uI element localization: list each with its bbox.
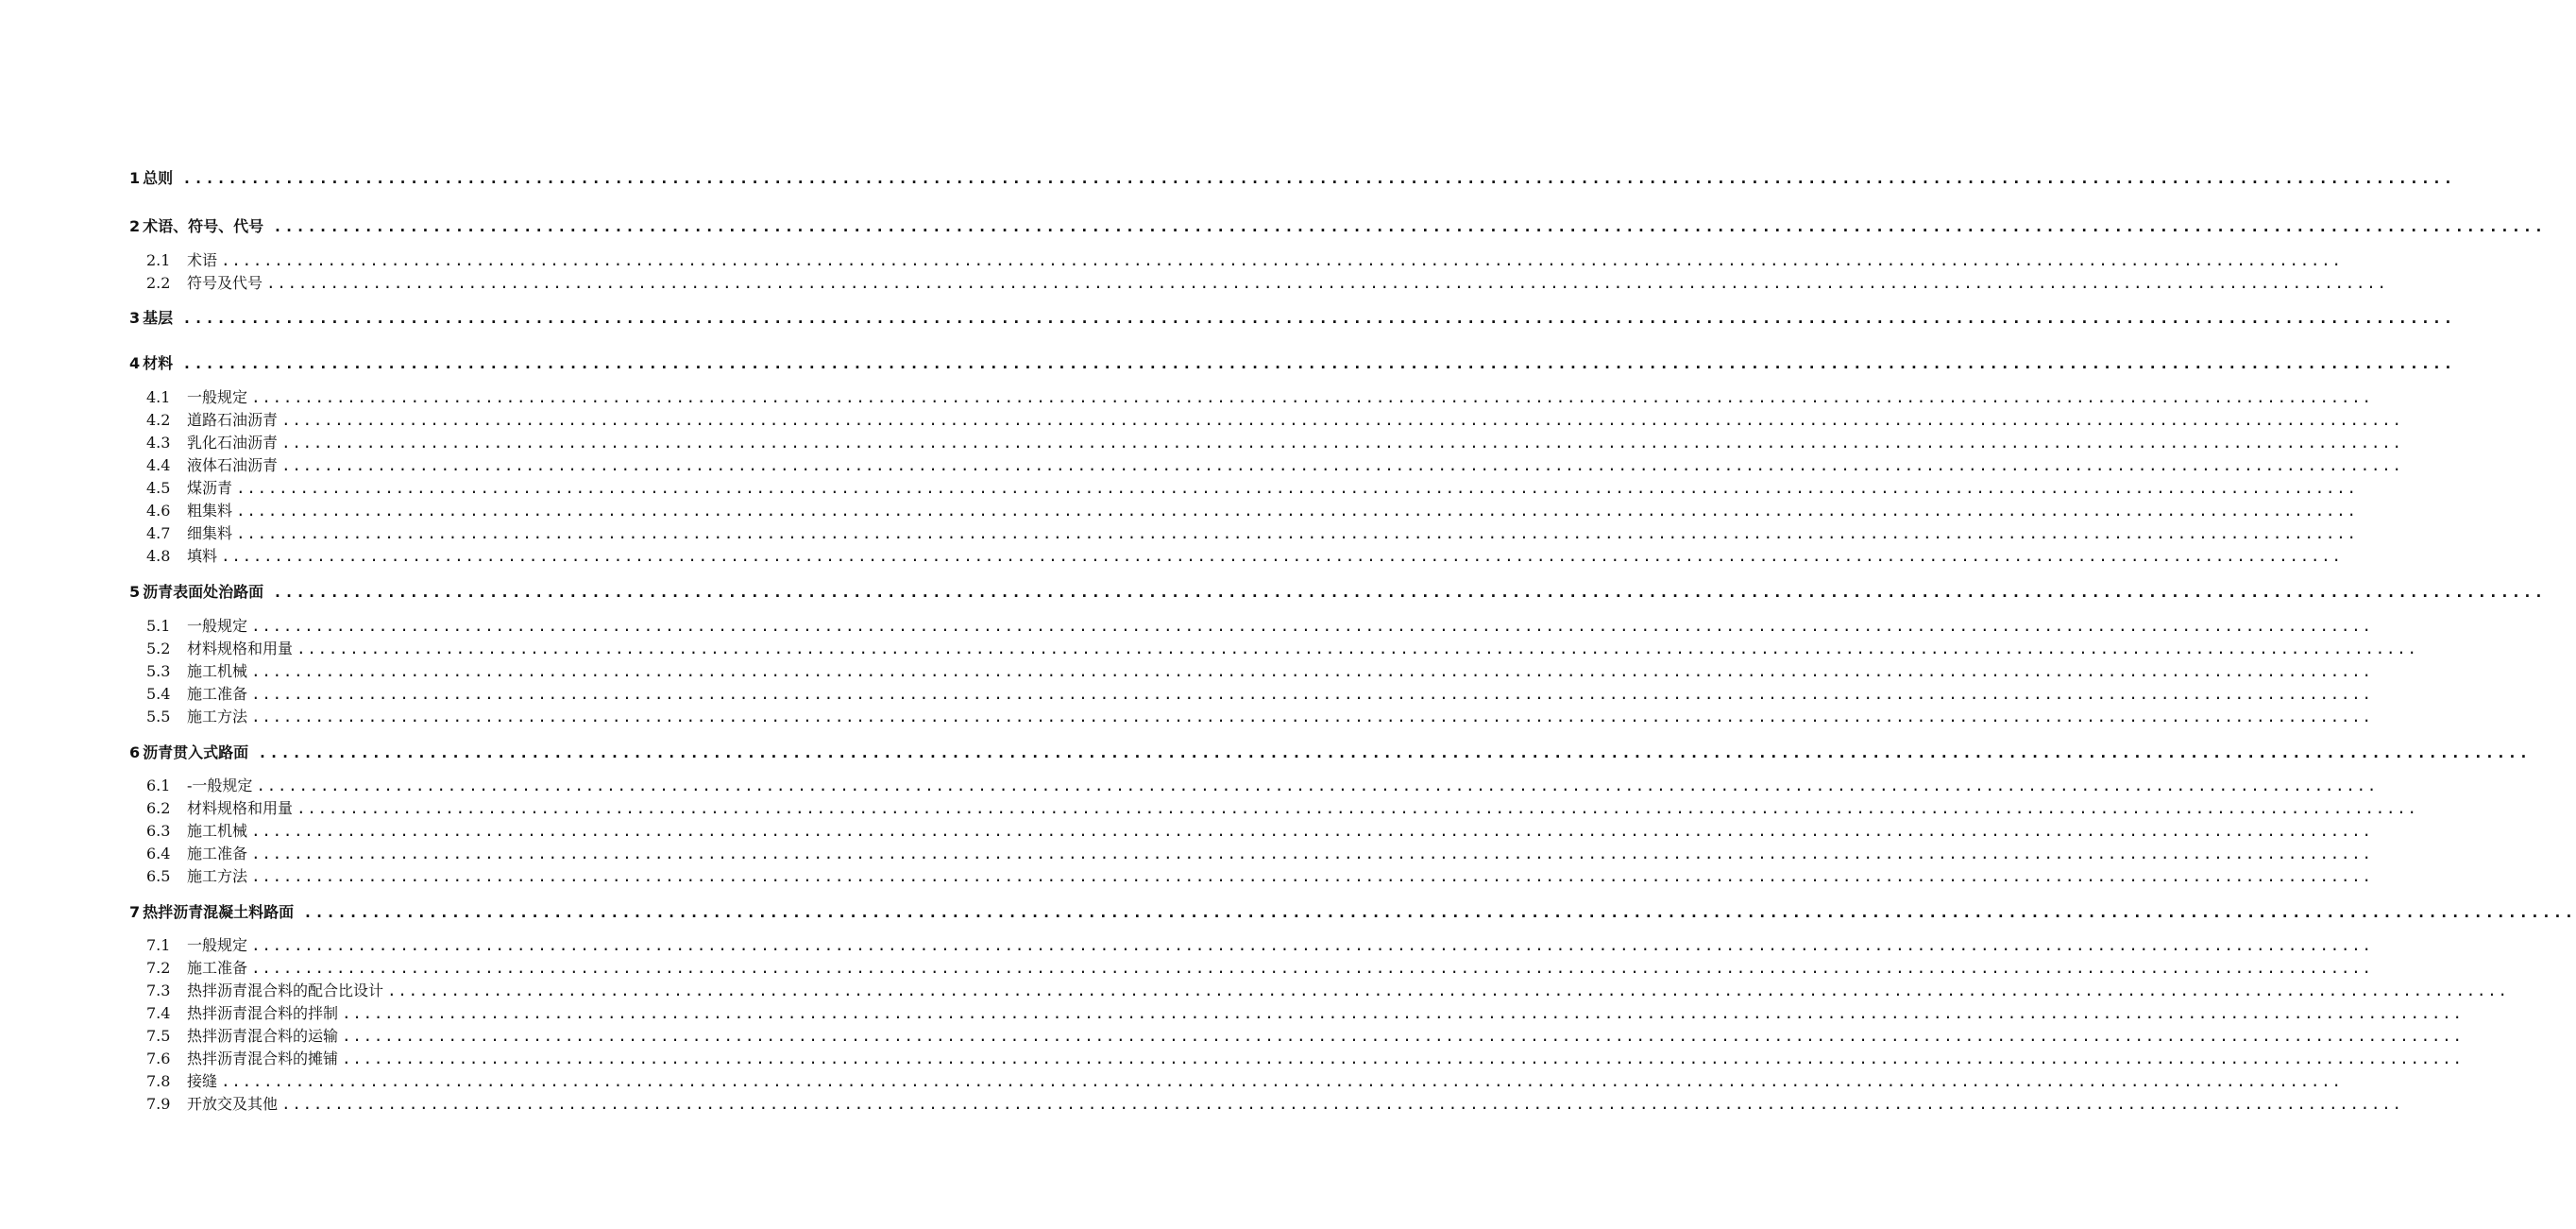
toc-entry-title: 施工准备 bbox=[187, 685, 248, 703]
toc-dot-leader: ........................................................................................................................................................................................................ bbox=[256, 777, 2378, 794]
toc-entry-title: 材料规格和用量 bbox=[187, 640, 294, 657]
toc-dot-leader: ........................................................................................................................................................................................................ bbox=[342, 1004, 2464, 1022]
toc-entry-title: 一般规定 bbox=[187, 936, 248, 954]
toc-entry-number: 6.1 bbox=[146, 777, 171, 794]
toc-section-entry[interactable] bbox=[146, 1001, 2464, 1023]
toc-section-entry[interactable] bbox=[146, 979, 2509, 1000]
toc-entry-title: 施工准备 bbox=[187, 959, 248, 977]
toc-entry-title: 热拌沥青混合料的拌制 bbox=[187, 1004, 339, 1022]
toc-entry-title: 煤沥青 bbox=[187, 479, 233, 497]
toc-entry-title: 材料规格和用量 bbox=[187, 799, 294, 817]
toc-entry-number: 6 bbox=[129, 743, 141, 761]
toc-dot-leader: ........................................................................................................................................................................................................ bbox=[236, 524, 2358, 542]
toc-section-entry[interactable] bbox=[146, 659, 2373, 681]
toc-section-entry[interactable] bbox=[146, 796, 2418, 818]
toc-dot-leader: ........................................................................................................................................................................................................ bbox=[281, 434, 2403, 452]
toc-dot-leader: ........................................................................................................................................................................................................ bbox=[236, 479, 2358, 497]
toc-entry-number: 7.1 bbox=[146, 936, 171, 954]
toc-entry-title: 总则 bbox=[143, 169, 174, 187]
toc-entry-title: 乳化石油沥青 bbox=[187, 434, 279, 452]
toc-entry-title: 粗集料 bbox=[187, 502, 233, 520]
toc-entry-number: 7.5 bbox=[146, 1027, 171, 1045]
toc-entry-number: 3 bbox=[129, 309, 141, 327]
toc-dot-leader: ........................................................................................................................................................................................................ bbox=[251, 822, 2373, 840]
toc-entry-number: 7.3 bbox=[146, 981, 171, 999]
toc-dot-leader: ........................................................................................................................................................................................................ bbox=[251, 617, 2373, 635]
toc-entry-title: 施工机械 bbox=[187, 822, 248, 840]
toc-entry-number: 2.1 bbox=[146, 251, 171, 269]
toc-dot-leader: ........................................................................................................................................................................................................ bbox=[273, 217, 2546, 235]
toc-entry-number: 2 bbox=[129, 217, 141, 235]
toc-entry-number: 4.2 bbox=[146, 411, 171, 429]
toc-entry-title: 基层 bbox=[143, 309, 174, 327]
toc-dot-leader: ........................................................................................................................................................................................................ bbox=[251, 845, 2373, 862]
toc-entry-number: 4 bbox=[129, 354, 141, 372]
toc-dot-leader: ........................................................................................................................................................................................................ bbox=[251, 959, 2373, 977]
toc-section-entry[interactable] bbox=[146, 453, 2403, 475]
toc-chapter-entry[interactable] bbox=[129, 900, 2576, 922]
toc-entry-number: 4.6 bbox=[146, 502, 171, 520]
toc-section-entry[interactable] bbox=[146, 521, 2358, 543]
toc-chapter-entry[interactable] bbox=[129, 214, 2546, 236]
toc-entry-number: 4.4 bbox=[146, 456, 171, 474]
toc-entry-title: 热拌沥青混合料的配合比设计 bbox=[187, 981, 384, 999]
toc-entry-title: 填料 bbox=[187, 547, 218, 565]
toc-dot-leader: ........................................................................................................................................................................................................ bbox=[273, 583, 2546, 601]
toc-chapter-entry[interactable] bbox=[129, 166, 2455, 188]
toc-entry-number: 6.3 bbox=[146, 822, 171, 840]
toc-section-entry[interactable] bbox=[146, 1024, 2464, 1046]
toc-section-entry[interactable] bbox=[146, 476, 2358, 498]
toc-entry-title: 沥青表面处治路面 bbox=[143, 583, 264, 601]
toc-section-entry[interactable] bbox=[146, 637, 2418, 658]
toc-entry-title: 热拌沥青混合料的摊铺 bbox=[187, 1050, 339, 1067]
toc-entry-number: 6.2 bbox=[146, 799, 171, 817]
toc-chapter-entry[interactable] bbox=[129, 580, 2546, 602]
toc-entry-title: 热拌沥青混凝土料路面 bbox=[143, 903, 295, 921]
toc-section-entry[interactable] bbox=[146, 408, 2403, 430]
toc-entry-title: 一般规定 bbox=[187, 388, 248, 406]
toc-entry-title: 液体石油沥青 bbox=[187, 456, 279, 474]
toc-entry-title: 沥青贯入式路面 bbox=[143, 743, 249, 761]
toc-section-entry[interactable] bbox=[146, 431, 2403, 452]
toc-section-entry[interactable] bbox=[146, 1092, 2403, 1114]
toc-entry-title: 施工方法 bbox=[187, 708, 248, 725]
toc-dot-leader: ........................................................................................................................................................................................................ bbox=[251, 685, 2373, 703]
toc-dot-leader: ........................................................................................................................................................................................................ bbox=[251, 388, 2373, 406]
toc-entry-number: 6.5 bbox=[146, 867, 171, 885]
toc-section-entry[interactable] bbox=[146, 499, 2358, 521]
toc-entry-number: 7 bbox=[129, 903, 141, 921]
toc-dot-leader: ........................................................................................................................................................................................................ bbox=[342, 1050, 2464, 1067]
toc-entry-title: 接缝 bbox=[187, 1072, 218, 1090]
toc-chapter-entry[interactable] bbox=[129, 306, 2455, 328]
toc-entry-title: 施工准备 bbox=[187, 845, 248, 862]
toc-dot-leader: ........................................................................................................................................................................................................ bbox=[221, 251, 2343, 269]
toc-dot-leader: ........................................................................................................................................................................................................ bbox=[251, 662, 2373, 680]
toc-section-entry[interactable] bbox=[146, 705, 2373, 726]
toc-section-entry[interactable] bbox=[146, 682, 2373, 704]
toc-entry-title: 术语 bbox=[187, 251, 218, 269]
toc-dot-leader: ........................................................................................................................................................................................................ bbox=[303, 903, 2576, 921]
toc-entry-title: 施工方法 bbox=[187, 867, 248, 885]
toc-dot-leader: ........................................................................................................................................................................................................ bbox=[297, 799, 2418, 817]
toc-entry-title: 术语、符号、代号 bbox=[143, 217, 264, 235]
toc-dot-leader: ........................................................................................................................................................................................................ bbox=[221, 1072, 2343, 1090]
toc-dot-leader: ........................................................................................................................................................................................................ bbox=[251, 936, 2373, 954]
toc-chapter-entry[interactable] bbox=[129, 741, 2531, 762]
toc-entry-number: 5.3 bbox=[146, 662, 171, 680]
toc-section-entry[interactable] bbox=[146, 842, 2373, 863]
toc-chapter-entry[interactable] bbox=[129, 351, 2455, 373]
toc-entry-title: 道路石油沥青 bbox=[187, 411, 279, 429]
toc-entry-number: 7.9 bbox=[146, 1095, 171, 1113]
toc-entry-title: 细集料 bbox=[187, 524, 233, 542]
toc-entry-title: -一般规定 bbox=[187, 777, 253, 794]
toc-entry-number: 4.5 bbox=[146, 479, 171, 497]
toc-dot-leader: ........................................................................................................................................................................................................ bbox=[182, 354, 2455, 372]
toc-dot-leader: ........................................................................................................................................................................................................ bbox=[297, 640, 2418, 657]
toc-entry-number: 5.1 bbox=[146, 617, 171, 635]
toc-entry-number: 7.6 bbox=[146, 1050, 171, 1067]
toc-entry-title: 符号及代号 bbox=[187, 274, 263, 292]
toc-entry-title: 开放交及其他 bbox=[187, 1095, 279, 1113]
toc-entry-number: 7.8 bbox=[146, 1072, 171, 1090]
toc-dot-leader: ........................................................................................................................................................................................................ bbox=[387, 981, 2509, 999]
toc-entry-number: 5.4 bbox=[146, 685, 171, 703]
toc-entry-number: 7.2 bbox=[146, 959, 171, 977]
toc-section-entry[interactable] bbox=[146, 864, 2373, 886]
toc-dot-leader: ........................................................................................................................................................................................................ bbox=[251, 708, 2373, 725]
toc-dot-leader: ........................................................................................................................................................................................................ bbox=[251, 867, 2373, 885]
toc-dot-leader: ........................................................................................................................................................................................................ bbox=[266, 274, 2388, 292]
toc-section-entry[interactable] bbox=[146, 271, 2388, 293]
toc-section-entry[interactable] bbox=[146, 614, 2373, 636]
toc-entry-number: 1 bbox=[129, 169, 141, 187]
toc-dot-leader: ........................................................................................................................................................................................................ bbox=[281, 1095, 2403, 1113]
toc-section-entry[interactable] bbox=[146, 956, 2373, 978]
toc-dot-leader: ........................................................................................................................................................................................................ bbox=[182, 309, 2455, 327]
toc-dot-leader: ........................................................................................................................................................................................................ bbox=[258, 743, 2531, 761]
toc-entry-number: 4.3 bbox=[146, 434, 171, 452]
toc-section-entry[interactable] bbox=[146, 1069, 2343, 1091]
toc-dot-leader: ........................................................................................................................................................................................................ bbox=[236, 502, 2358, 520]
toc-dot-leader: ........................................................................................................................................................................................................ bbox=[182, 169, 2455, 187]
toc-entry-number: 5.5 bbox=[146, 708, 171, 725]
toc-entry-number: 6.4 bbox=[146, 845, 171, 862]
toc-section-entry[interactable] bbox=[146, 544, 2343, 566]
toc-section-entry[interactable] bbox=[146, 774, 2378, 795]
toc-dot-leader: ........................................................................................................................................................................................................ bbox=[281, 456, 2403, 474]
toc-entry-number: 5.2 bbox=[146, 640, 171, 657]
toc-entry-title: 热拌沥青混合料的运输 bbox=[187, 1027, 339, 1045]
toc-entry-number: 4.1 bbox=[146, 388, 171, 406]
toc-dot-leader: ........................................................................................................................................................................................................ bbox=[342, 1027, 2464, 1045]
toc-dot-leader: ........................................................................................................................................................................................................ bbox=[281, 411, 2403, 429]
toc-entry-number: 4.8 bbox=[146, 547, 171, 565]
toc-entry-number: 5 bbox=[129, 583, 141, 601]
toc-dot-leader: ........................................................................................................................................................................................................ bbox=[221, 547, 2343, 565]
toc-entry-title: 一般规定 bbox=[187, 617, 248, 635]
toc-section-entry[interactable] bbox=[146, 933, 2373, 955]
toc-entry-title: 施工机械 bbox=[187, 662, 248, 680]
toc-entry-number: 2.2 bbox=[146, 274, 171, 292]
toc-section-entry[interactable] bbox=[146, 385, 2373, 407]
toc-entry-number: 4.7 bbox=[146, 524, 171, 542]
toc-entry-number: 7.4 bbox=[146, 1004, 171, 1022]
toc-section-entry[interactable] bbox=[146, 248, 2343, 270]
toc-section-entry[interactable] bbox=[146, 1047, 2464, 1068]
toc-section-entry[interactable] bbox=[146, 819, 2373, 841]
toc-entry-title: 材料 bbox=[143, 354, 174, 372]
